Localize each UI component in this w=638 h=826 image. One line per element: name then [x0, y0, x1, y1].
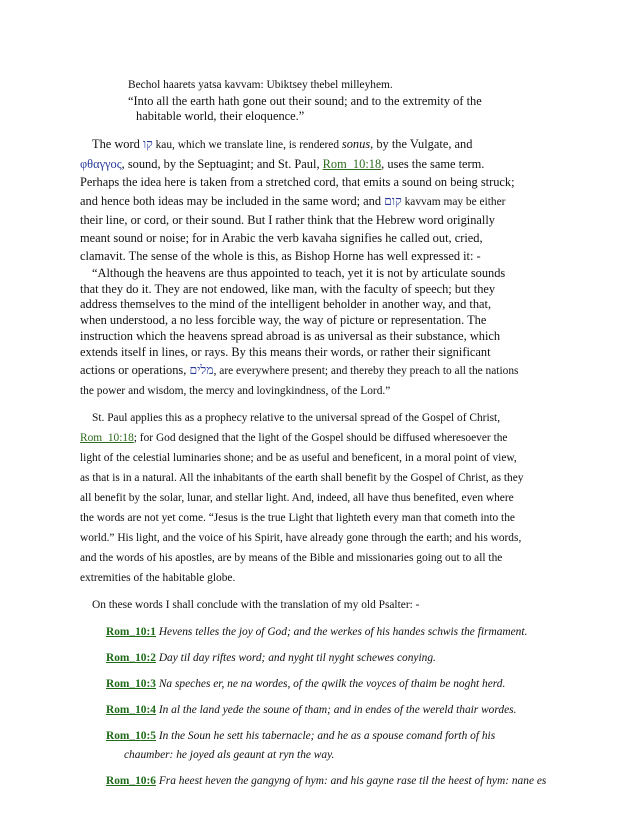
horne-line-2: that they do it. They are not endowed, like man, with the faculty of speech; but they: [80, 282, 496, 296]
psalter-intro: On these words I shall conclude with the translation of my old Psalter: -: [92, 599, 420, 611]
verse-ref-link[interactable]: Rom_10:1: [106, 626, 156, 638]
latin-word-sonus: sonus: [341, 137, 371, 151]
verse-text: In the Soun he sett his tabernacle; and he as a spouse comand forth of his: [155, 730, 496, 742]
para2-line-5: all benefit by the solar, lunar, and stellar light. And, indeed, all have thus benefited, even where: [80, 492, 514, 504]
psalter-verse-2: [106, 650, 436, 666]
quote-line-2: habitable world, their eloquence.”: [136, 109, 305, 123]
para1-line-1: [92, 136, 472, 153]
horne-text: , are everywhere present; and thereby they preach to all the nations: [213, 365, 519, 377]
para2-text: ; for God designed that the light of the Gospel should be diffused wheresoever the: [133, 432, 508, 444]
verse-text: Fra heest heven the gangyng of hym: and his gayne rase til the heest of hym: nane es: [155, 775, 547, 787]
para1-line-4: [80, 193, 505, 210]
hebrew-word-millim: מלים: [189, 363, 214, 377]
greek-word: φθαγγος: [80, 157, 122, 171]
para1-line-3: Perhaps the idea here is taken from a stretched cord, that emits a sound on being struck;: [80, 175, 515, 189]
para1-text: The word: [92, 137, 143, 151]
para1-text: , uses the same term.: [381, 157, 485, 171]
scripture-link-rom-10-18[interactable]: Rom_10:18: [80, 432, 134, 444]
para2-line-8: and the words of his apostles, are by means of the Bible and missionaries going out to all the: [80, 552, 503, 564]
horne-line-6: extends itself in lines, or rays. By this means their words, or rather their significant: [80, 345, 491, 359]
verse-ref-link[interactable]: Rom_10:4: [106, 704, 156, 716]
para1-text: kau, which we translate line, is rendered: [152, 139, 342, 151]
horne-line-1: “Although the heavens are thus appointed to teach, yet it is not by articulate sounds: [92, 266, 506, 280]
verse-ref-link[interactable]: Rom_10:3: [106, 678, 156, 690]
transliteration-line: Bechol haarets yatsa kavvam: Ubiktsey thebel milleyhem.: [128, 79, 393, 91]
psalter-verse-6: [106, 773, 546, 789]
para1-text: kavvam may be either: [401, 196, 506, 208]
horne-line-8: the power and wisdom, the mercy and lovingkindness, of the Lord.”: [80, 385, 391, 397]
hebrew-word-kau: קו: [142, 137, 153, 151]
horne-line-3: address themselves to the mind of the intelligent beholder in another way, and that,: [80, 297, 492, 311]
para2-line-6: the words are not yet come. “Jesus is the true Light that lighteth every man that cometh into the: [80, 512, 515, 524]
para1-text: , by the Vulgate, and: [370, 137, 473, 151]
verse-ref-link[interactable]: Rom_10:5: [106, 730, 156, 742]
para1-line-5: their line, or cord, or their sound. But I rather think that the Hebrew word originally: [80, 213, 495, 227]
horne-text: actions or operations,: [80, 363, 190, 377]
psalter-verse-5-cont: [124, 747, 334, 763]
para1-line-6: meant sound or noise; for in Arabic the verb kavaha signifies he called out, cried,: [80, 231, 483, 245]
psalter-verse-1: [106, 624, 527, 640]
horne-line-5: instruction which the heavens spread abroad is as universal as their substance, which: [80, 329, 501, 343]
verse-text: chaumber: he joyed als geaunt at ryn the way.: [124, 749, 335, 761]
para2-line-1: St. Paul applies this as a prophecy relative to the universal spread of the Gospel of Christ,: [92, 412, 501, 424]
para2-line-9: extremities of the habitable globe.: [80, 572, 236, 584]
hebrew-word-kavvam: קום: [384, 194, 402, 208]
verse-text: Na speches er, ne na wordes, of the qwilk the voyces of thaim be noght herd.: [155, 678, 506, 690]
para1-text: , sound, by the Septuagint; and St. Paul,: [121, 157, 323, 171]
verse-ref-link[interactable]: Rom_10:6: [106, 775, 156, 787]
para2-line-3: light of the celestial luminaries shone; and be as useful and beneficent, in a moral point of view,: [80, 452, 517, 464]
para1-line-7: clamavit. The sense of the whole is this, as Bishop Horne has well expressed it: -: [80, 249, 481, 263]
psalter-verse-3: [106, 676, 505, 692]
horne-line-4: when understood, a no less forcible way, the way of picture or representation. The: [80, 313, 487, 327]
quote-line-1: “Into all the earth hath gone out their sound; and to the extremity of the: [128, 94, 482, 108]
verse-text: In al the land yede the soune of tham; and in endes of the wereld thair wordes.: [155, 704, 517, 716]
verse-text: Day til day riftes word; and nyght til nyght schewes conying.: [155, 652, 436, 664]
scripture-link-rom-10-18[interactable]: Rom_10:18: [322, 157, 382, 171]
para2-line-4: as that is in a natural. All the inhabitants of the earth shall benefit by the Gospel of Christ, as they: [80, 472, 524, 484]
para2-line-2: [80, 430, 508, 446]
verse-text: Hevens telles the joy of God; and the werkes of his handes schwis the firmament.: [155, 626, 528, 638]
para1-line-2: [80, 156, 484, 172]
verse-ref-link[interactable]: Rom_10:2: [106, 652, 156, 664]
para2-line-7: world.” His light, and the voice of his Spirit, have already gone through the earth; and his words,: [80, 532, 522, 544]
horne-line-7: [80, 362, 518, 379]
psalter-verse-5: [106, 728, 495, 744]
psalter-verse-4: [106, 702, 516, 718]
para1-text: and hence both ideas may be included in the same word; and: [80, 194, 385, 208]
